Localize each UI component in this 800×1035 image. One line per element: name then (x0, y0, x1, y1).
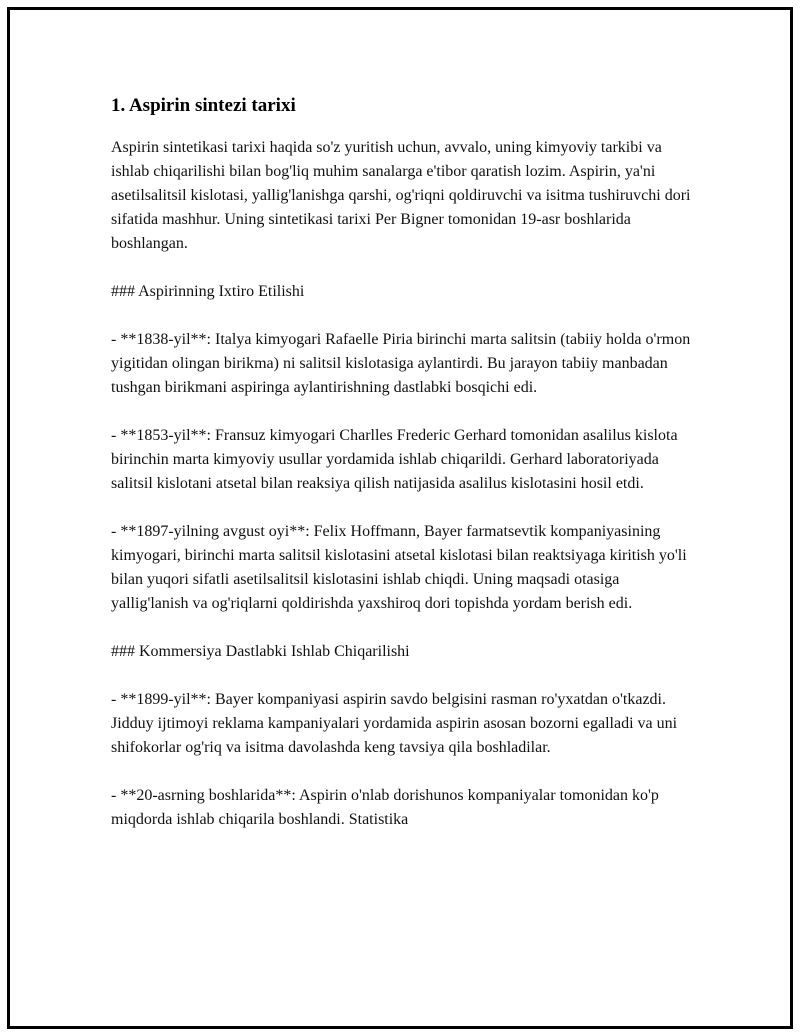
section-heading-commercial: ### Kommersiya Dastlabki Ishlab Chiqarilishi (111, 643, 410, 660)
list-item-1838: - **1838-yil**: Italya kimyogari Rafaelle Piria birinchi marta salitsin (tabiiy holda o'rmon yigitidan olingan birikma) ni salitsil kislotasiga aylantirdi. Bu jarayon tabiiy manbadan tushgan birikmani aspiringa aylantirishning dastlabki bosqichi edi. (111, 331, 691, 396)
document-body (111, 92, 696, 832)
list-item-1853: - **1853-yil**: Fransuz kimyogari Charlles Frederic Gerhard tomonidan asalilus kislota birinchin marta kimyoviy usullar yordamida ishlab chiqarildi. Gerhard laboratoriyada salitsil kislotani atsetal bilan reaksiya qilish natijasida asalilus kislotasini hosil etdi. (111, 427, 678, 492)
list-item-1899: - **1899-yil**: Bayer kompaniyasi aspirin savdo belgisini rasman ro'yxatdan o'tkazdi. Jidduy ijtimoyi reklama kampaniyalari yordamida aspirin asosan bozorni egalladi va uni shifokorlar og'riq va isitma davolashda keng tavsiya qila boshladilar. (111, 691, 678, 756)
list-item-20th-century: - **20-asrning boshlarida**: Aspirin o'nlab dorishunos kompaniyalar tomonidan ko'p miqdorda ishlab chiqarila boshlandi. Statistika (111, 787, 659, 828)
intro-paragraph: Aspirin sintetikasi tarixi haqida so'z yuritish uchun, avvalo, uning kimyoviy tarkibi va ishlab chiqarilishi bilan bog'liq muhim sanalarga e'tibor qaratish lozim. Aspirin, ya'ni asetilsalitsil kislotasi, yallig'lanishga qarshi, og'riqni qoldiruvchi va isitma tushiruvchi dori sifatida mashhur. Uning sintetikasi tarixi Per Bigner tomonidan 19-asr boshlarida boshlangan. (111, 139, 691, 252)
list-item-1897: - **1897-yilning avgust oyi**: Felix Hoffmann, Bayer farmatsevtik kompaniyasining kimyogari, birinchi marta salitsil kislotasini atsetal kislotasi bilan reaktsiyaga kiritish yo'li bilan yuqori sifatli asetilsalitsil kislotasini ishlab chiqdi. Uning maqsadi otasiga yallig'lanish va og'riqlarni qoldirishda yaxshiroq dori topishda yordam berish edi. (111, 523, 687, 612)
section-heading-invention: ### Aspirinning Ixtiro Etilishi (111, 283, 305, 300)
document-title: 1. Aspirin sintezi tarixi (111, 95, 296, 116)
